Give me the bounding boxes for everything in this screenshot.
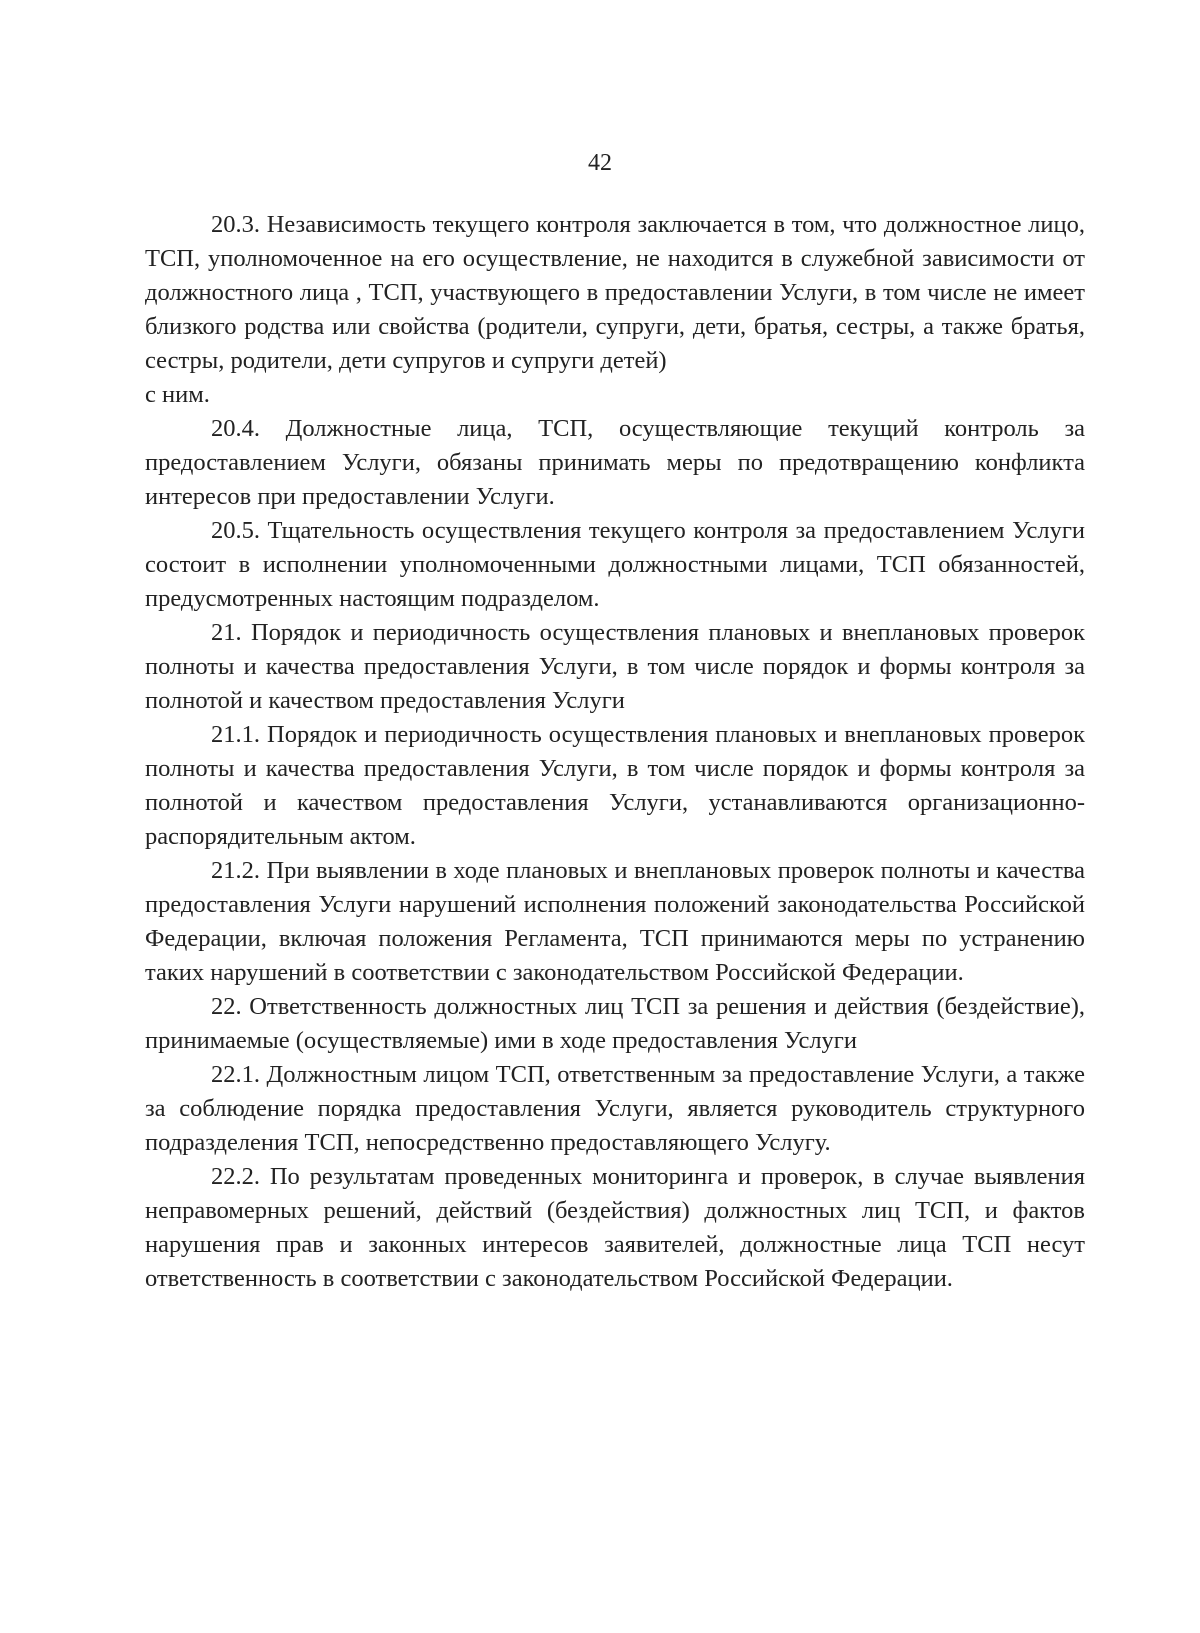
paragraph-22-2: 22.2. По результатам проведенных мониторинга и проверок, в случае выявления неправомерных решений, действий (бездействия) должностных лиц ТСП, и фактов нарушения прав и законных интересов заявителей, должностные лица ТСП несут ответственность в соответствии с законодательством Российской Федерации. [145, 1163, 1085, 1292]
paragraph-continuation: с ним. [145, 381, 210, 408]
paragraph-21-1: 21.1. Порядок и периодичность осуществления плановых и внеплановых проверок полноты и качества предоставления Услуги, в том числе порядок и формы контроля за полнотой и качеством предоставления Услуги, устанавливаются организационно-распорядительным актом. [145, 721, 1085, 850]
paragraph-21-2: 21.2. При выявлении в ходе плановых и внеплановых проверок полноты и качества предоставления Услуги нарушений исполнения положений законодательства Российской Федерации, включая положения Регламента, ТСП принимаются меры по устранению таких нарушений в соответствии с законодательством Российской Федерации. [145, 857, 1085, 986]
paragraph-20-3: 20.3. Независимость текущего контроля заключается в том, что должностное лицо, ТСП, уполномоченное на его осуществление, не находится в служебной зависимости от должностного лица , ТСП, участвующего в предоставлении Услуги, в том числе не имеет близкого родства или свойства (родители, супруги, дети, братья, сестры, а также братья, сестры, родители, дети супругов и супруги детей) [145, 211, 1085, 374]
page-number: 42 [588, 150, 612, 176]
paragraph-22-1: 22.1. Должностным лицом ТСП, ответственным за предоставление Услуги, а также за соблюдение порядка предоставления Услуги, является руководитель структурного подразделения ТСП, непосредственно предоставляющего Услугу. [145, 1061, 1085, 1156]
section-heading-22: 22. Ответственность должностных лиц ТСП за решения и действия (бездействие), принимаемые (осуществляемые) ими в ходе предоставления Услуги [145, 993, 1085, 1054]
paragraph-20-5: 20.5. Тщательность осуществления текущего контроля за предоставлением Услуги состоит в исполнении уполномоченными должностными лицами, ТСП обязанностей, предусмотренных настоящим подразделом. [145, 517, 1085, 612]
section-heading-21: 21. Порядок и периодичность осуществления плановых и внеплановых проверок полноты и качества предоставления Услуги, в том числе порядок и формы контроля за полнотой и качеством предоставления Услуги [145, 619, 1085, 714]
document-body [145, 208, 1085, 1296]
paragraph-20-4: 20.4. Должностные лица, ТСП, осуществляющие текущий контроль за предоставлением Услуги, обязаны принимать меры по предотвращению конфликта интересов при предоставлении Услуги. [145, 415, 1085, 510]
